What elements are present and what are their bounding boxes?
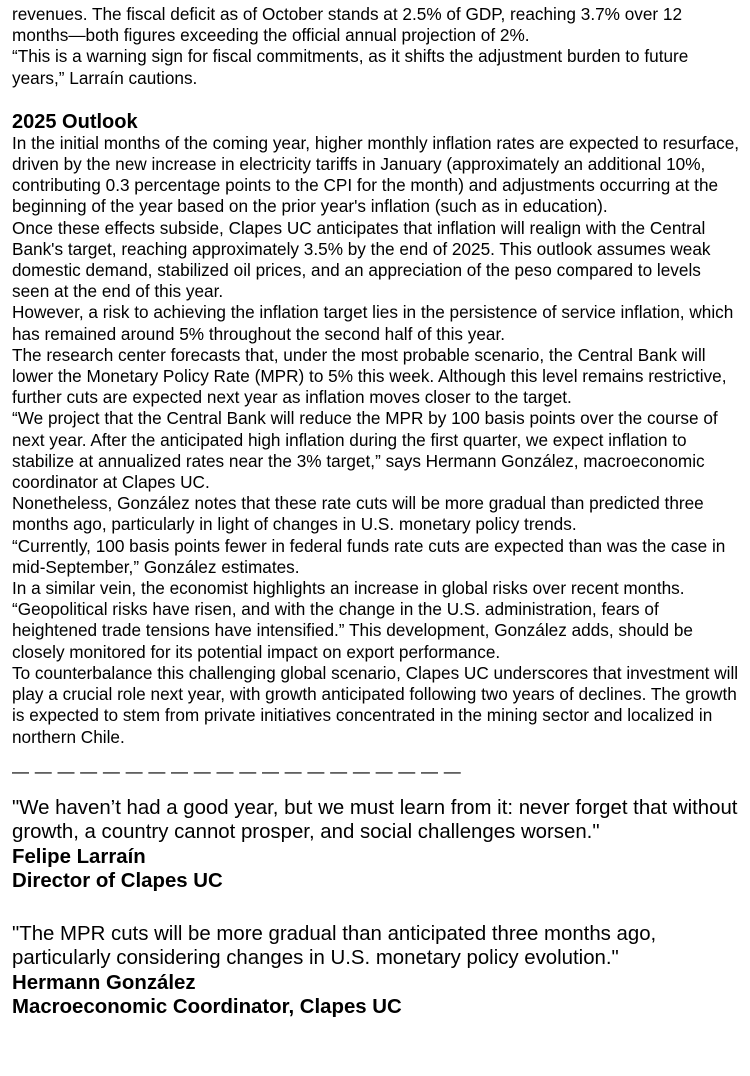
outlook-paragraph: However, a risk to achieving the inflation target lies in the persistence of service inflation, which has remained around 5% throughout the second half of this year. <box>12 302 734 344</box>
intro-paragraph: revenues. The fiscal deficit as of October stands at 2.5% of GDP, reaching 3.7% over 12 months—both figures exceeding the official annual projection of 2%. <box>12 4 683 46</box>
intro-paragraph: “This is a warning sign for fiscal commitments, as it shifts the adjustment burden to future years,” Larraín cautions. <box>12 46 689 88</box>
quote-author-role: Macroeconomic Coordinator, Clapes UC <box>12 996 402 1019</box>
divider-line: — — — — — — — — — — — — — — — — — — — — <box>12 761 462 781</box>
outlook-paragraph: “We project that the Central Bank will reduce the MPR by 100 basis points over the course of next year. After the anticipated high inflation during the first quarter, we expect inflation to stabilize at annualized rates near the 3% target,” says Hermann González, macroeconomic coordinator at Clapes UC. <box>12 408 718 493</box>
quote-text: "The MPR cuts will be more gradual than anticipated three months ago, particularly considering changes in U.S. monetary policy evolution." <box>12 922 657 970</box>
article <box>12 4 742 1020</box>
outlook-paragraph: “Currently, 100 basis points fewer in federal funds rate cuts are expected than was the case in mid-September,” González estimates. <box>12 535 726 577</box>
quote-gonzalez <box>12 922 742 1020</box>
section-spacer <box>12 89 742 111</box>
intro-section <box>12 4 742 89</box>
outlook-paragraph: Nonetheless, González notes that these rate cuts will be more gradual than predicted three months ago, particularly in light of changes in U.S. monetary policy trends. <box>12 493 704 535</box>
outlook-paragraph: Once these effects subside, Clapes UC anticipates that inflation will realign with the Central Bank's target, reaching approximately 3.5% by the end of 2025. This outlook assumes weak domestic demand, stabilized oil prices, and an appreciation of the peso compared to levels seen at the end of this year. <box>12 217 711 302</box>
quote-author-name: Hermann González <box>12 971 196 994</box>
outlook-paragraph: To counterbalance this challenging global scenario, Clapes UC underscores that investment will play a crucial role next year, with growth anticipated following two years of declines. The growth is expected to stem from private initiatives concentrated in the mining sector and localized in northern Chile. <box>12 662 739 747</box>
outlook-section <box>12 111 742 748</box>
outlook-paragraph: In the initial months of the coming year, higher monthly inflation rates are expected to resurface, driven by the new increase in electricity tariffs in January (approximately an additional 10%, contributing 0.3 percentage points to the CPI for the month) and adjustments occurring at the beginning of the year based on the prior year's inflation (such as in education). <box>12 132 740 217</box>
section-heading: 2025 Outlook <box>12 110 138 133</box>
quote-larrain <box>12 796 742 894</box>
quote-text: "We haven’t had a good year, but we must learn from it: never forget that without growth, a country cannot prosper, and social challenges worsen." <box>12 796 738 844</box>
outlook-paragraph: The research center forecasts that, under the most probable scenario, the Central Bank will lower the Monetary Policy Rate (MPR) to 5% this week. Although this level remains restrictive, further cuts are expected next year as inflation moves closer to the target. <box>12 344 727 408</box>
quote-spacer <box>12 894 742 922</box>
outlook-paragraph: In a similar vein, the economist highlights an increase in global risks over recent months. “Geopolitical risks have risen, and with the change in the U.S. administration, fears of heightened trade tensions have intensified.” This development, González adds, should be closely monitored for its potential impact on export performance. <box>12 578 693 662</box>
quote-author-name: Felipe Larraín <box>12 845 146 868</box>
quote-author-role: Director of Clapes UC <box>12 870 223 893</box>
